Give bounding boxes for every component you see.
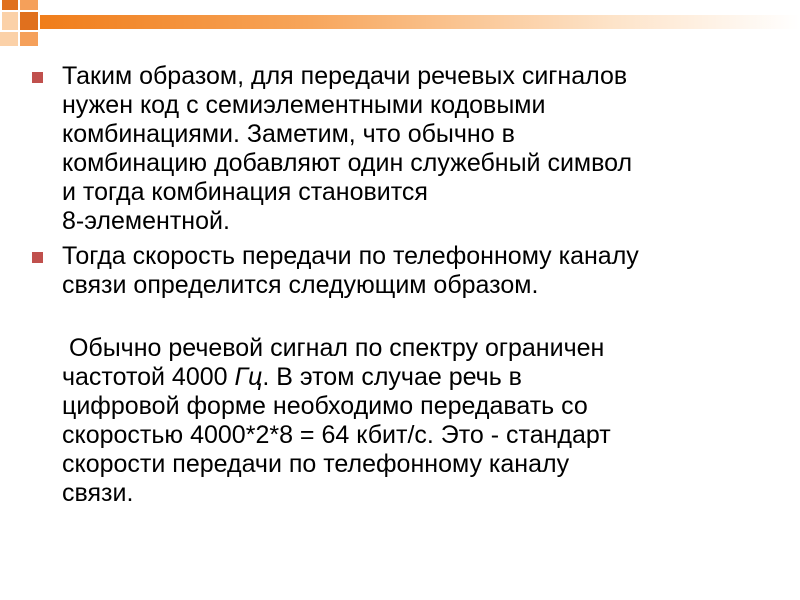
slide-content	[30, 62, 770, 508]
text-line: Таким образом, для передачи речевых сигналов	[62, 62, 628, 90]
text-line: связи определится следующим образом.	[62, 271, 539, 299]
text-segment: частотой 4000	[62, 363, 235, 391]
text-line: 8-элементной.	[62, 207, 230, 235]
square-bullet-icon	[32, 252, 43, 263]
square-bullet-icon	[32, 72, 43, 83]
text-line: и тогда комбинация становится	[62, 178, 428, 206]
text-line: комбинацию добавляют один служебный символ	[62, 149, 633, 177]
text-line: нужен код с семиэлементными кодовыми	[62, 91, 546, 119]
deco-square	[0, 32, 18, 46]
text-line: связи.	[62, 479, 134, 507]
bullet-item	[30, 62, 770, 236]
text-line	[62, 363, 770, 392]
deco-square	[2, 12, 18, 30]
slide-decoration	[0, 0, 800, 60]
text-line: скорости передачи по телефонному каналу	[62, 450, 570, 478]
text-segment: . В этом случае речь в	[262, 363, 522, 391]
text-line: скоростью 4000*2*8 = 64 кбит/с. Это - стандарт	[62, 421, 611, 449]
bullet-item	[30, 242, 770, 300]
deco-square	[20, 32, 38, 46]
text-line: Обычно речевой сигнал по спектру ограничен	[62, 334, 605, 362]
text-line: комбинациями. Заметим, что обычно в	[62, 120, 515, 148]
deco-square	[20, 12, 38, 30]
deco-square	[2, 0, 18, 10]
text-line: цифровой форме необходимо передавать со	[62, 392, 588, 420]
text-line: Тогда скорость передачи по телефонному каналу	[62, 242, 639, 270]
body-paragraph	[30, 334, 770, 508]
unit-hz: Гц	[234, 363, 263, 391]
header-gradient-bar	[40, 15, 800, 29]
deco-square	[20, 0, 38, 10]
